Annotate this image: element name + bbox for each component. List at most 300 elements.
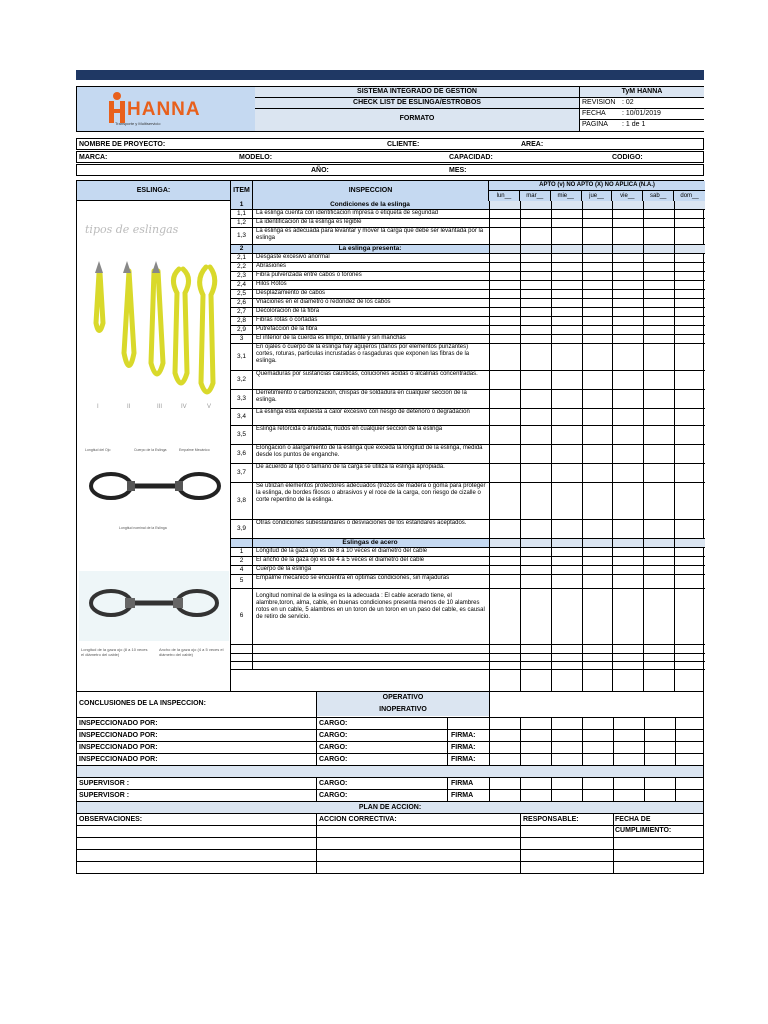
modelo-label: MODELO: bbox=[239, 154, 273, 161]
inspection-text: Cuerpo de la eslinga bbox=[256, 566, 312, 572]
divider bbox=[613, 754, 614, 765]
divider bbox=[520, 742, 521, 753]
form-row[interactable] bbox=[76, 718, 704, 730]
inspeccion-header: INSPECCION bbox=[253, 181, 489, 201]
section-shade bbox=[489, 201, 705, 209]
divider bbox=[582, 778, 583, 789]
format-title: FORMATO bbox=[255, 109, 579, 131]
table-row bbox=[231, 263, 489, 272]
item-number: 2 bbox=[231, 245, 253, 253]
inspection-text: La eslinga presenta: bbox=[338, 245, 402, 252]
divider bbox=[316, 826, 317, 837]
form-row[interactable] bbox=[76, 730, 704, 742]
sling-type-label: II bbox=[127, 404, 131, 410]
table-row bbox=[231, 409, 489, 426]
divider bbox=[644, 730, 645, 741]
pagina-row bbox=[580, 120, 704, 131]
inspeccionado-label: INSPECCIONADO POR: bbox=[79, 732, 158, 739]
inspection-text: El ancho de la gaza ojo es de 4 a 5 veces el diametro del cable bbox=[256, 557, 425, 563]
firma-label: FIRMA bbox=[451, 780, 474, 787]
divider bbox=[520, 862, 521, 873]
cargo-label: CARGO: bbox=[319, 756, 348, 763]
grid-line bbox=[489, 325, 705, 326]
top-banner bbox=[76, 70, 704, 80]
grid-column-line bbox=[582, 201, 583, 691]
divider bbox=[582, 718, 583, 729]
revision-value: : 02 bbox=[622, 99, 634, 106]
item-number: 5 bbox=[231, 575, 253, 588]
grid-line bbox=[489, 574, 705, 575]
table-row bbox=[231, 464, 489, 483]
inspection-text: El interior de la cuerda es limpio, brillante y sin manchas bbox=[256, 335, 406, 341]
info-row-project bbox=[76, 138, 704, 150]
divider bbox=[613, 826, 614, 837]
item-number: 2,4 bbox=[231, 281, 253, 289]
item-number bbox=[231, 662, 253, 669]
grid-line bbox=[489, 307, 705, 308]
day-header: sab__ bbox=[643, 191, 674, 201]
cargo-label: CARGO: bbox=[319, 720, 348, 727]
grid-column-line bbox=[643, 201, 644, 691]
divider bbox=[675, 718, 676, 729]
grid-line bbox=[489, 408, 705, 409]
inspection-text: La eslinga esta expuesta a calor excesivo con riesgo de deterioro o degradacion bbox=[256, 409, 470, 415]
divider bbox=[551, 790, 552, 801]
divider bbox=[489, 718, 490, 729]
divider bbox=[316, 814, 317, 825]
conclusion-row bbox=[76, 692, 704, 718]
divider bbox=[644, 718, 645, 729]
grid-line bbox=[489, 425, 705, 426]
grid-line bbox=[489, 538, 705, 539]
inspection-text: Derretimiento o carbonizacion, chispas de soldadura en cualquier seccion de la eslinga. bbox=[256, 390, 467, 403]
grid-line bbox=[489, 661, 705, 662]
grid-column-line bbox=[489, 201, 490, 691]
grid-line bbox=[489, 271, 705, 272]
grid-line bbox=[489, 209, 705, 210]
inspection-text: La eslinga cuenta con identificacion impresa o etiqueta de seguridad bbox=[256, 210, 439, 216]
table-row bbox=[231, 290, 489, 299]
inspection-text: De acuerdo al tipo o tamaño de la carga se utiliza la eslinga apropiada. bbox=[256, 464, 445, 470]
grid-line bbox=[489, 370, 705, 371]
grid-line bbox=[489, 253, 705, 254]
inspection-text: En ojales o cuerpo de la eslinga hay agujeros (daños por elementos punzantes) cortes, roturas, particulas incrustadas o rasgaduras que exponen las fibras de la eslinga. bbox=[256, 344, 470, 364]
divider bbox=[613, 742, 614, 753]
supervisor-label: SUPERVISOR : bbox=[79, 780, 130, 787]
grid-column-line bbox=[551, 201, 552, 691]
divider bbox=[489, 730, 490, 741]
item-number: 1,3 bbox=[231, 228, 253, 244]
section-row bbox=[231, 245, 489, 254]
capacidad-label: CAPACIDAD: bbox=[449, 154, 493, 161]
grid-line bbox=[489, 556, 705, 557]
divider bbox=[520, 850, 521, 861]
supervisor-label: SUPERVISOR : bbox=[79, 792, 130, 799]
form-row[interactable] bbox=[76, 766, 704, 778]
divider bbox=[489, 742, 490, 753]
grid-line bbox=[489, 389, 705, 390]
operativo-cell[interactable]: OPERATIVO bbox=[317, 692, 489, 705]
inspeccionado-label: INSPECCIONADO POR: bbox=[79, 756, 158, 763]
inspection-text: Empalme mecanico se encuentra en optimas condiciones, sin rrajaduras bbox=[256, 575, 450, 581]
divider bbox=[675, 742, 676, 753]
section-row bbox=[231, 539, 489, 548]
divider bbox=[613, 718, 614, 729]
divider bbox=[447, 754, 448, 765]
inspection-text: La eslinga es adecuada para levantar y mover la carga que debe ser levantada por la eslinga bbox=[256, 228, 484, 241]
item-number: 3,2 bbox=[231, 371, 253, 389]
divider bbox=[520, 790, 521, 801]
table-row bbox=[231, 335, 489, 344]
anio-label: AÑO: bbox=[311, 167, 329, 174]
divider bbox=[520, 718, 521, 729]
table-row bbox=[231, 299, 489, 308]
table-row bbox=[231, 308, 489, 317]
form-row[interactable] bbox=[76, 850, 704, 862]
divider bbox=[613, 814, 614, 825]
fecha-value: : 10/01/2019 bbox=[622, 110, 661, 117]
item-number: 2,2 bbox=[231, 263, 253, 271]
sling-types-illustration bbox=[79, 203, 229, 423]
divider bbox=[316, 778, 317, 789]
form-row[interactable] bbox=[76, 826, 704, 838]
divider bbox=[551, 730, 552, 741]
form-row[interactable] bbox=[76, 742, 704, 754]
inspeccionado-label: INSPECCIONADO POR: bbox=[79, 720, 158, 727]
table-row bbox=[231, 557, 489, 566]
header-titles bbox=[255, 87, 579, 131]
table-row bbox=[231, 210, 489, 219]
header-meta bbox=[579, 87, 704, 131]
item-number: 3,4 bbox=[231, 409, 253, 425]
table-row bbox=[231, 654, 489, 662]
diagram-label: Longitud de la gaza ojo (8 a 10 veces el diámetro del cable) bbox=[81, 647, 148, 657]
item-number: 3,7 bbox=[231, 464, 253, 482]
inoperativo-cell[interactable]: INOPERATIVO bbox=[317, 704, 489, 716]
observaciones-label: OBSERVACIONES: bbox=[79, 816, 143, 823]
divider bbox=[644, 778, 645, 789]
cargo-label: CARGO: bbox=[319, 744, 348, 751]
grid-line bbox=[489, 262, 705, 263]
diagram-label: Cuerpo de la Eslinga bbox=[134, 448, 167, 452]
sling-type-label: IV bbox=[181, 404, 187, 410]
table-row bbox=[231, 645, 489, 654]
cargo-label: CARGO: bbox=[319, 732, 348, 739]
table-row bbox=[231, 575, 489, 589]
grid-column-line bbox=[520, 201, 521, 691]
inspection-table bbox=[76, 180, 704, 692]
grid-column-line bbox=[612, 201, 613, 691]
item-number: 4 bbox=[231, 566, 253, 574]
divider bbox=[675, 730, 676, 741]
inspection-text: Condiciones de la eslinga bbox=[330, 201, 410, 208]
divider bbox=[582, 754, 583, 765]
grid-line bbox=[489, 588, 705, 589]
firma-label: FIRMA: bbox=[451, 756, 476, 763]
diagram-label: Longitud del Ojo bbox=[85, 448, 111, 452]
item-number: 6 bbox=[231, 589, 253, 644]
table-row bbox=[231, 520, 489, 539]
item-number bbox=[231, 654, 253, 661]
day-header: lun__ bbox=[489, 191, 520, 201]
grid-line bbox=[489, 669, 705, 670]
table-row bbox=[231, 281, 489, 290]
table-row bbox=[231, 219, 489, 228]
table-row bbox=[231, 228, 489, 245]
grid-line bbox=[489, 280, 705, 281]
divider bbox=[520, 754, 521, 765]
form-row[interactable] bbox=[76, 754, 704, 766]
sling-type-label: I bbox=[97, 404, 99, 410]
fecha-row bbox=[580, 109, 704, 120]
grid-line bbox=[489, 244, 705, 245]
firma-label: FIRMA bbox=[451, 792, 474, 799]
steel-sling-diagram bbox=[79, 571, 229, 671]
grid-line bbox=[489, 218, 705, 219]
inspection-text: La identificacion de la eslinga es legible bbox=[256, 219, 362, 225]
fecha-label: FECHA bbox=[582, 110, 606, 117]
divider bbox=[582, 790, 583, 801]
divider bbox=[316, 850, 317, 861]
cargo-label: CARGO: bbox=[319, 792, 348, 799]
section-row bbox=[231, 201, 489, 210]
divider bbox=[447, 790, 448, 801]
steel-sling-illustration bbox=[79, 571, 229, 671]
apto-header: APTO (v) NO APTO (X) NO APLICA (N.A.) bbox=[489, 181, 705, 191]
inspection-text: Longitud nominal de la eslinga es la adecuada : El cable acerado tiene, el alambre,toron, alma, cable, en buenas condiciones presenta menos de 10 alambres rotos en un cable, 5 alambres en un toron de un toron en un paso del cable, es causal de retiro de servicio. bbox=[256, 593, 485, 620]
divider bbox=[644, 754, 645, 765]
firma-label: FIRMA: bbox=[451, 732, 476, 739]
proyecto-label: NOMBRE DE PROYECTO: bbox=[79, 141, 166, 148]
divider bbox=[489, 790, 490, 801]
eslinga-header: ESLINGA: bbox=[77, 181, 231, 201]
grid-column-line bbox=[674, 201, 675, 691]
divider bbox=[520, 838, 521, 849]
divider bbox=[551, 778, 552, 789]
divider bbox=[582, 730, 583, 741]
day-header: mar__ bbox=[520, 191, 551, 201]
inspection-text: Se utilizan elementos protectores adecuados (trozos de madera o goma para proteger la eslinga, de bordes filosos o abrasivos y el roce de la carga, con riesgo de cizalle o corte repentino de la eslinga. bbox=[256, 483, 486, 503]
codigo-label: CODIGO: bbox=[612, 154, 643, 161]
inspection-text: Vriaciones en el diametro o redondez de los cabos bbox=[256, 299, 391, 305]
firma-label: FIRMA: bbox=[451, 744, 476, 751]
checklist-title: CHECK LIST DE ESLINGA/ESTROBOS bbox=[255, 98, 579, 109]
item-number: 3,6 bbox=[231, 445, 253, 463]
sling-parts-diagram bbox=[79, 441, 229, 541]
item-number: 1 bbox=[231, 548, 253, 556]
item-number: 1 bbox=[231, 201, 253, 209]
item-number: 2,3 bbox=[231, 272, 253, 280]
inspection-text: Abrasiones bbox=[256, 263, 287, 269]
inspeccionado-label: INSPECCIONADO POR: bbox=[79, 744, 158, 751]
divider bbox=[316, 862, 317, 873]
system-title: SISTEMA INTEGRADO DE GESTION bbox=[255, 87, 579, 98]
section-shade bbox=[489, 245, 705, 253]
sling-types-image bbox=[79, 203, 229, 423]
inspection-text: Otras condiciones subestandares o desviaciones de los estandares aceptados. bbox=[256, 520, 467, 526]
item-number: 2,6 bbox=[231, 299, 253, 307]
cargo-label: CARGO: bbox=[319, 780, 348, 787]
logo-text: HANNA bbox=[127, 99, 201, 120]
form-row[interactable] bbox=[76, 778, 704, 790]
grid-line bbox=[489, 519, 705, 520]
grid-line bbox=[489, 444, 705, 445]
marca-label: MARCA: bbox=[79, 154, 108, 161]
divider bbox=[489, 754, 490, 765]
form-row[interactable] bbox=[76, 838, 704, 850]
responsable-label: RESPONSABLE: bbox=[523, 816, 579, 823]
divider bbox=[582, 742, 583, 753]
photo-title: tipos de eslingas bbox=[85, 223, 179, 236]
item-number bbox=[231, 539, 253, 547]
divider bbox=[447, 730, 448, 741]
divider bbox=[644, 742, 645, 753]
item-header: ITEM bbox=[231, 181, 253, 201]
revision-row bbox=[580, 98, 704, 109]
inspection-text: Hilos Rotos bbox=[256, 281, 287, 287]
company-name: TyM HANNA bbox=[580, 87, 704, 98]
divider bbox=[613, 790, 614, 801]
inspection-text: Longitud de la gaza ojo es de 8 a 10 veces el diametro del cable bbox=[256, 548, 428, 554]
area-label: AREA: bbox=[521, 141, 544, 148]
divider bbox=[613, 862, 614, 873]
inspection-text: Fibra pulverizada entre cabos o torones bbox=[256, 272, 362, 278]
divider bbox=[520, 826, 521, 837]
inspection-text: Eslingas de acero bbox=[342, 539, 398, 546]
item-number: 3,1 bbox=[231, 344, 253, 370]
form-row[interactable] bbox=[76, 802, 704, 814]
item-number: 1,1 bbox=[231, 210, 253, 218]
item-number: 3,5 bbox=[231, 426, 253, 444]
divider bbox=[613, 730, 614, 741]
info-row-date bbox=[76, 164, 704, 176]
day-header: mie__ bbox=[551, 191, 582, 201]
sling-type-label: V bbox=[207, 404, 212, 410]
days-header bbox=[489, 191, 705, 201]
sling-type-label: III bbox=[157, 404, 163, 410]
divider bbox=[316, 790, 317, 801]
plan-label: PLAN DE ACCION: bbox=[358, 804, 422, 811]
grid-line bbox=[489, 463, 705, 464]
divider bbox=[77, 200, 231, 201]
day-header: vie__ bbox=[612, 191, 643, 201]
grid-line bbox=[489, 653, 705, 654]
table-row bbox=[231, 566, 489, 575]
diagram-label: Ancho de la gaza ojo (4 a 5 veces el diámetro del cable) bbox=[159, 647, 224, 657]
divider bbox=[613, 850, 614, 861]
table-row bbox=[231, 445, 489, 464]
table-row bbox=[231, 483, 489, 520]
divider bbox=[675, 754, 676, 765]
divider bbox=[613, 778, 614, 789]
item-number: 2 bbox=[231, 557, 253, 565]
inspection-text: Fibras rotas o cortadas bbox=[256, 317, 318, 323]
grid-line bbox=[489, 289, 705, 290]
divider bbox=[316, 838, 317, 849]
item-number bbox=[231, 645, 253, 653]
grid-line bbox=[489, 298, 705, 299]
table-row bbox=[231, 344, 489, 371]
divider bbox=[447, 742, 448, 753]
checkbox-grid[interactable] bbox=[489, 201, 705, 691]
diagram-label: Empalme Mecánico bbox=[179, 448, 210, 452]
revision-label: REVISION bbox=[582, 99, 616, 106]
company-logo bbox=[77, 87, 256, 131]
form-row[interactable] bbox=[76, 790, 704, 802]
inspection-text: Desgaste excesivo anormal bbox=[256, 254, 330, 260]
diagram-label: Longitud nominal de la Eslinga bbox=[119, 526, 167, 530]
divider bbox=[675, 778, 676, 789]
table-row bbox=[231, 272, 489, 281]
item-number: 2,9 bbox=[231, 326, 253, 334]
grid-line bbox=[489, 644, 705, 645]
table-row bbox=[231, 317, 489, 326]
divider bbox=[520, 730, 521, 741]
divider bbox=[316, 730, 317, 741]
divider bbox=[551, 754, 552, 765]
divider bbox=[447, 718, 448, 729]
logo-subtitle: Transporte y Multiservicio bbox=[115, 121, 161, 126]
divider bbox=[520, 814, 521, 825]
inspection-text: Quemaduras por sustancias causticas, coluciones acidas o alcalinas concentradas. bbox=[256, 371, 478, 377]
grid-line bbox=[489, 343, 705, 344]
form-row[interactable] bbox=[76, 862, 704, 874]
grid-line bbox=[489, 334, 705, 335]
divider bbox=[316, 754, 317, 765]
day-header: jue__ bbox=[582, 191, 613, 201]
inspection-text: Eslinga retorcida o anudada, nudos en cualquier seccion de la eslinga bbox=[256, 426, 443, 432]
mes-label: MES: bbox=[449, 167, 467, 174]
divider bbox=[613, 838, 614, 849]
cliente-label: CLIENTE: bbox=[387, 141, 420, 148]
item-number: 2,1 bbox=[231, 254, 253, 262]
document-header bbox=[76, 86, 704, 132]
eye-sling-illustration bbox=[79, 441, 229, 541]
table-row bbox=[231, 390, 489, 409]
item-number: 2,8 bbox=[231, 317, 253, 325]
conclusiones-label: CONCLUSIONES DE LA INSPECCION: bbox=[79, 700, 206, 707]
divider bbox=[316, 742, 317, 753]
divider bbox=[447, 778, 448, 789]
grid-line bbox=[489, 227, 705, 228]
grid-line bbox=[489, 547, 705, 548]
inspection-text: Desplazamiento de cabos bbox=[256, 290, 326, 296]
grid-line bbox=[489, 316, 705, 317]
divider bbox=[489, 778, 490, 789]
item-number: 3,8 bbox=[231, 483, 253, 519]
divider bbox=[644, 790, 645, 801]
inspection-text: Putrefaccion de la fibra bbox=[256, 326, 318, 332]
day-header: dom__ bbox=[680, 193, 699, 199]
table-row bbox=[231, 326, 489, 335]
table-row bbox=[231, 589, 489, 645]
item-number: 1,2 bbox=[231, 219, 253, 227]
divider bbox=[551, 718, 552, 729]
fecha-cumplimiento-label: FECHA DE CUMPLIMIENTO: bbox=[615, 816, 672, 834]
divider bbox=[551, 742, 552, 753]
divider bbox=[675, 790, 676, 801]
item-number: 3 bbox=[231, 335, 253, 343]
inspection-text: Decoloracion de la fibra bbox=[256, 308, 320, 314]
item-number: 3,3 bbox=[231, 390, 253, 408]
item-number: 3,9 bbox=[231, 520, 253, 538]
grid-line bbox=[489, 565, 705, 566]
form-row[interactable] bbox=[76, 814, 704, 834]
table-row bbox=[231, 426, 489, 445]
table-row bbox=[231, 662, 489, 670]
divider bbox=[316, 718, 317, 729]
info-row-equipment bbox=[76, 151, 704, 163]
